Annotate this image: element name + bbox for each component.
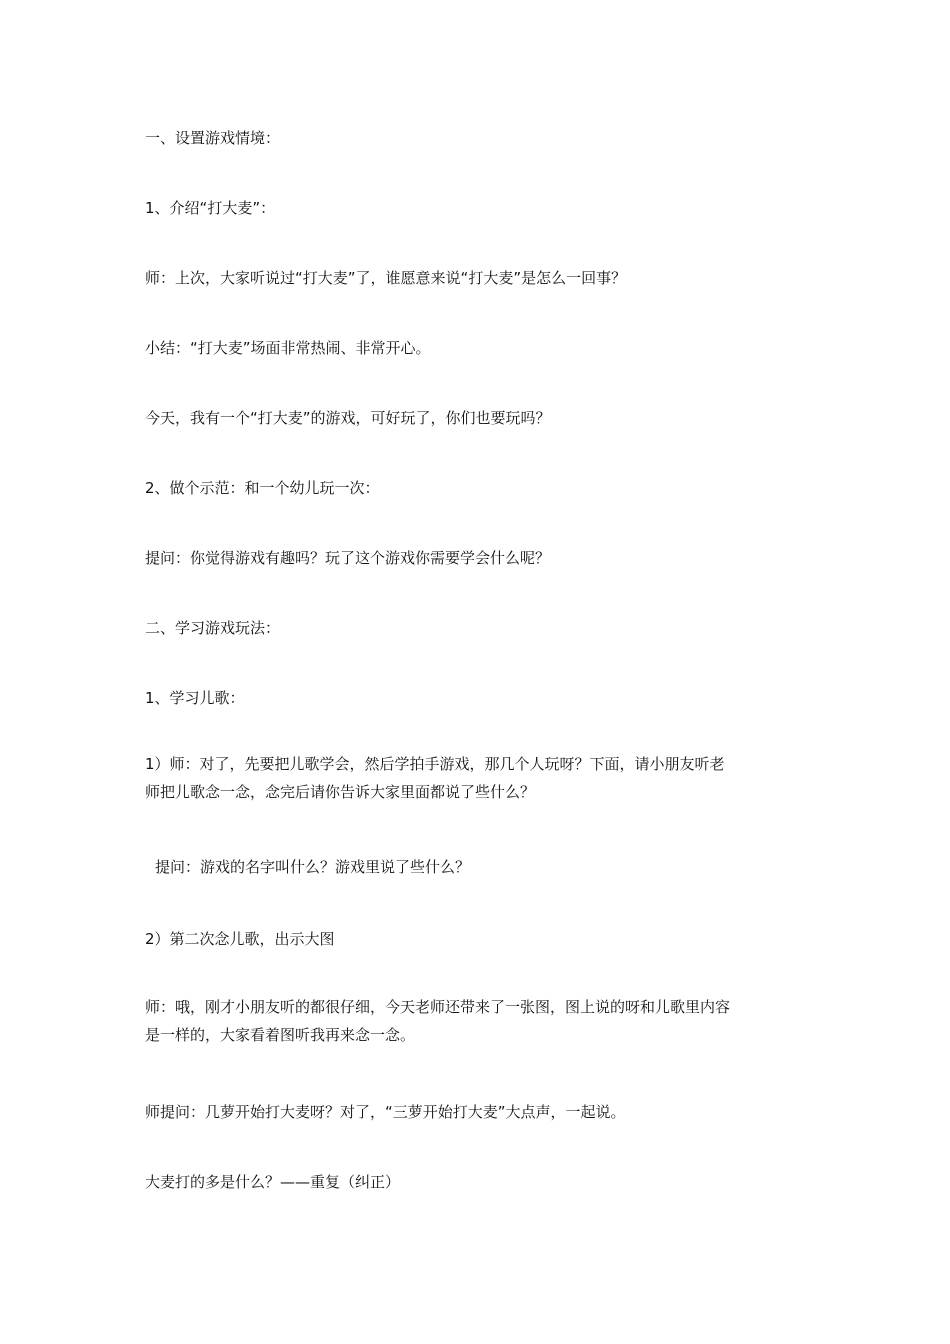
paragraph-question-game-name: 提问：游戏的名字叫什么？游戏里说了些什么？ bbox=[155, 858, 471, 876]
heading-learn-game-rules: 二、学习游戏玩法： bbox=[145, 619, 281, 637]
paragraph-line: 师：哦，刚才小朋友听的都很仔细，今天老师还带来了一张图，图上说的呀和儿歌里内容 bbox=[145, 998, 731, 1016]
paragraph-today-game: 今天，我有一个“打大麦”的游戏，可好玩了，你们也要玩吗？ bbox=[145, 409, 551, 427]
paragraph-summary: 小结：“打大麦”场面非常热闹、非常开心。 bbox=[145, 339, 431, 357]
paragraph-second-reading: 2）第二次念儿歌，出示大图 bbox=[145, 930, 335, 948]
heading-setup-game-scene: 一、设置游戏情境： bbox=[145, 129, 281, 147]
paragraph-line: 1）师：对了，先要把儿歌学会，然后学拍手游戏，那几个人玩呀？下面，请小朋友听老 bbox=[145, 755, 725, 773]
subheading-introduce-daddamai: 1、介绍“打大麦”： bbox=[145, 199, 276, 217]
paragraph-teacher-question: 师：上次，大家听说过“打大麦”了，谁愿意来说“打大麦”是怎么一回事？ bbox=[145, 269, 627, 287]
paragraph-teacher-rhyme-intro bbox=[145, 750, 815, 806]
paragraph-line: 师把儿歌念一念，念完后请你告诉大家里面都说了些什么？ bbox=[145, 783, 536, 801]
paragraph-teacher-ask-count: 师提问：几萝开始打大麦呀？对了，“三萝开始打大麦”大点声，一起说。 bbox=[145, 1103, 626, 1121]
paragraph-line: 是一样的，大家看着图听我再来念一念。 bbox=[145, 1026, 416, 1044]
paragraph-question-fun: 提问：你觉得游戏有趣吗？玩了这个游戏你需要学会什么呢？ bbox=[145, 549, 551, 567]
subheading-demonstration: 2、做个示范：和一个幼儿玩一次： bbox=[145, 479, 380, 497]
subheading-learn-rhyme: 1、学习儿歌： bbox=[145, 689, 245, 707]
paragraph-teacher-show-picture bbox=[145, 993, 815, 1049]
paragraph-repeat-correct: 大麦打的多是什么？——重复（纠正） bbox=[145, 1173, 401, 1191]
